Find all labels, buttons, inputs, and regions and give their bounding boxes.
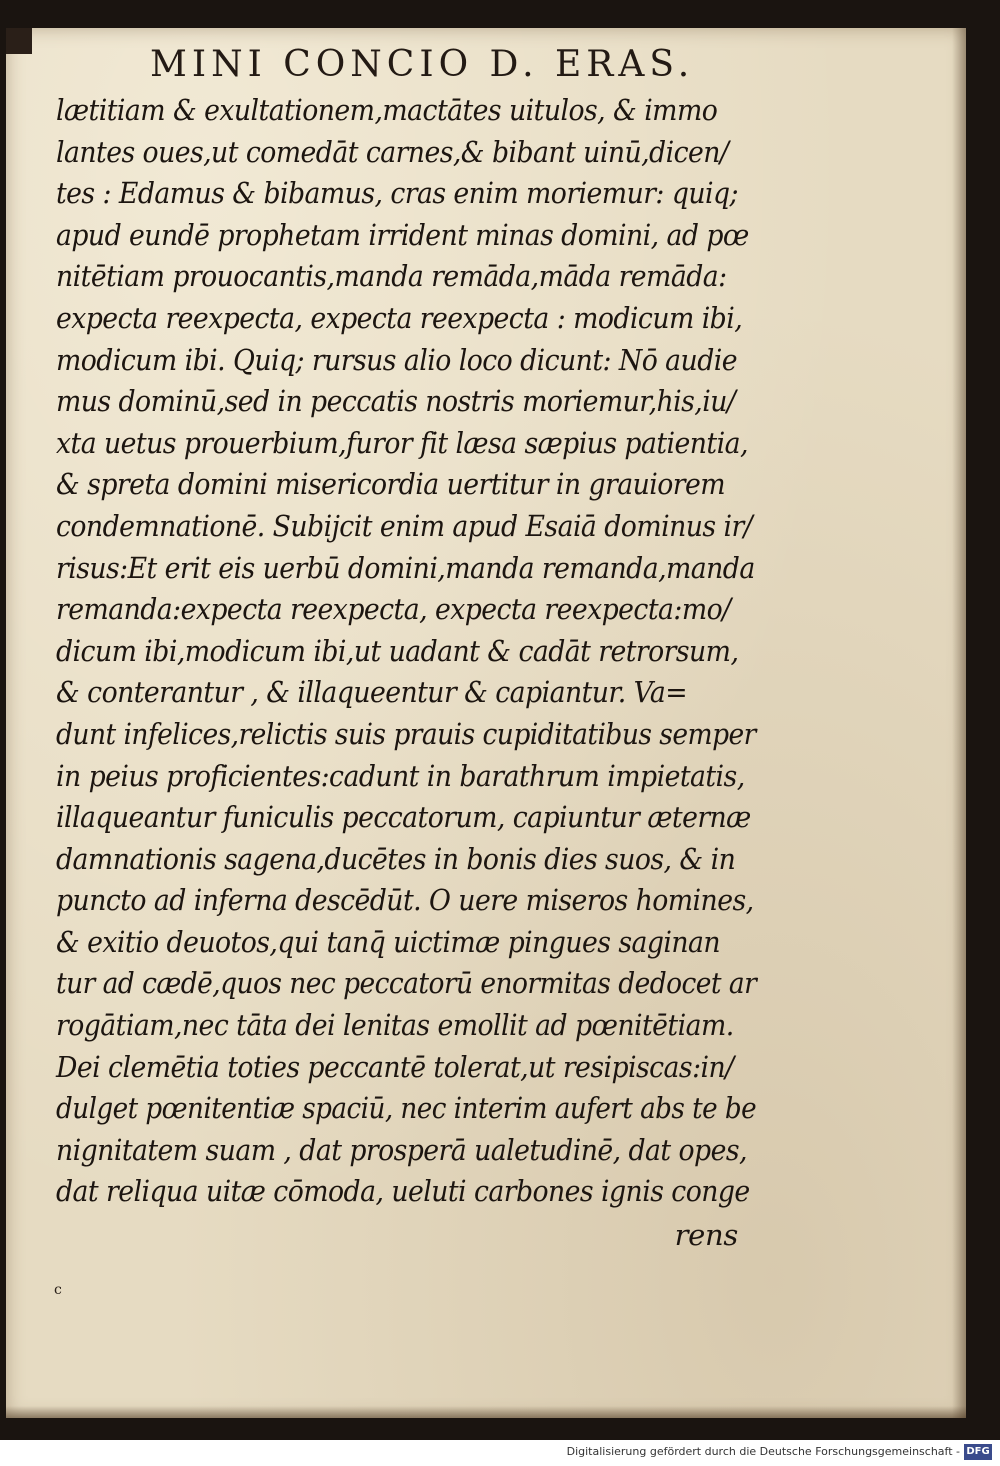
page-corner-stain: [6, 28, 32, 54]
text-line: tur ad cædē,quos nec peccatorū enormitas dedocet ar: [56, 966, 757, 1001]
text-line: damnationis sagena,ducētes in bonis dies suos, & in: [56, 841, 736, 876]
text-line: remanda:expecta reexpecta, expecta reexpecta:mo/: [56, 592, 731, 627]
text-line: nitētiam prouocantis,manda remāda,māda remāda:: [56, 259, 727, 294]
page-edge-shadow-bottom: [6, 1406, 966, 1418]
text-line: condemnationē. Subijcit enim apud Esaiā dominus ir/: [56, 508, 753, 543]
text-line: rogātiam,nec tāta dei lenitas emollit ad pœnitētiam.: [56, 1008, 734, 1043]
text-line: in peius proficientes:cadunt in barathrum impietatis,: [56, 758, 745, 793]
text-line: puncto ad inferna descēdūt. O uere miseros homines,: [56, 883, 754, 918]
margin-mark: c: [54, 1282, 62, 1298]
catchword: rens: [674, 1218, 738, 1253]
text-line: dunt infelices,relictis suis prauis cupiditatibus semper: [56, 716, 756, 751]
text-line: apud eundē prophetam irrident minas domini, ad pœ: [56, 217, 749, 252]
dfg-logo-icon: DFG: [964, 1444, 992, 1460]
text-line: nignitatem suam , dat prosperā ualetudinē, dat opes,: [56, 1132, 747, 1167]
text-line: & exitio deuotos,qui tanq̄ uictimæ pingues saginan: [56, 924, 721, 959]
text-line: lætitiam & exultationem,mactātes uitulos, & immo: [56, 93, 718, 127]
text-line: dicum ibi,modicum ibi,ut uadant & cadāt retrorsum,: [56, 633, 739, 668]
text-line: xta uetus prouerbium,furor fit læsa sæpius patientia,: [56, 425, 748, 460]
text-line: & spreta domini misericordia uertitur in grauiorem: [56, 467, 725, 502]
funding-credit: Digitalisierung gefördert durch die Deutsche Forschungsgemeinschaft -: [566, 1445, 960, 1458]
body-text: [56, 90, 816, 1257]
text-line: illaqueantur funiculis peccatorum, capiuntur æternæ: [56, 800, 751, 835]
text-line: risus:Et erit eis uerbū domini,manda remanda,manda: [56, 550, 755, 585]
text-line: dat reliqua uitæ cōmoda, ueluti carbones ignis conge: [56, 1174, 750, 1209]
text-line: lantes oues,ut comedāt carnes,& bibant uinū,dicen/: [56, 134, 729, 169]
text-line: modicum ibi. Quiq; rursus alio loco dicunt: Nō audie: [56, 342, 737, 377]
page-edge-shadow-right: [952, 28, 966, 1418]
running-head: MINI CONCIO D. ERAS.: [150, 44, 695, 85]
footer-bar: [0, 1440, 1000, 1466]
book-page: [6, 28, 966, 1418]
text-line: Dei clemētia toties peccantē tolerat,ut resipiscas:in/: [56, 1049, 734, 1084]
text-line: & conterantur , & illaqueentur & capiantur. Va=: [56, 675, 688, 710]
text-line: tes : Edamus & bibamus, cras enim moriemur: quiq;: [56, 176, 739, 211]
text-line: dulget pœnitentiæ spaciū, nec interim aufert abs te be: [56, 1091, 757, 1126]
text-line: expecta reexpecta, expecta reexpecta : modicum ibi,: [56, 300, 743, 335]
text-line: mus dominū,sed in peccatis nostris moriemur,his,iu/: [56, 384, 736, 419]
